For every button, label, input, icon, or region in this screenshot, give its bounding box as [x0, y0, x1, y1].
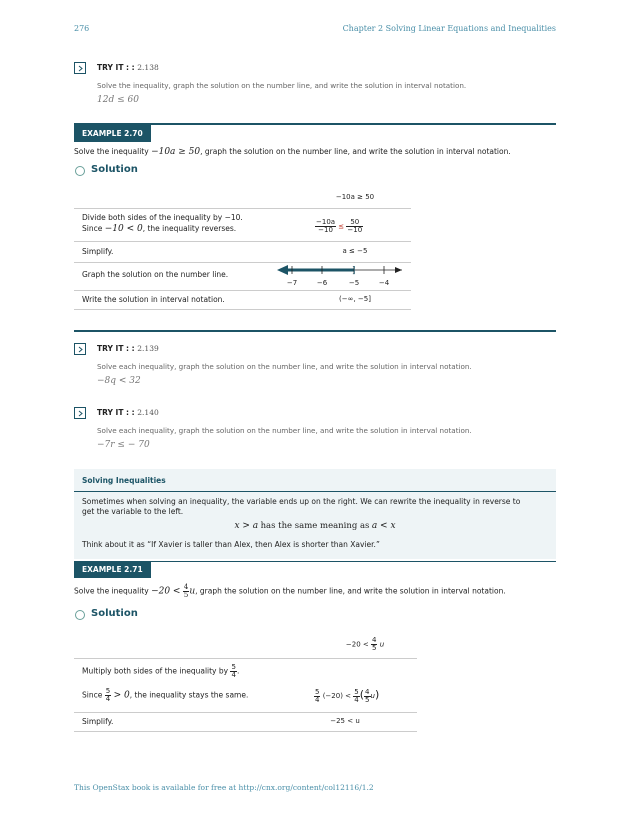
top-expression: −10a ≥ 50 [335, 193, 375, 201]
step-math: a ≤ −5 [342, 247, 368, 255]
step-text: Since −10 < 0, the inequality reverses. [82, 224, 237, 234]
note-box [74, 469, 556, 559]
divider [74, 330, 556, 332]
try-it-label: TRY IT : : [97, 408, 135, 417]
step-math: $\frac{5}{4}$ (−20) < $\frac{5}{4}$ ( $\frac{4}{5}$ u) [315, 687, 380, 704]
bracket: ] [352, 266, 356, 276]
tick-label: −6 [316, 279, 328, 287]
step-text: Write the solution in interval notation. [82, 295, 225, 304]
chevron-right-icon[interactable] [74, 407, 86, 419]
example-problem: Solve the inequality −20 < $\frac{4}{5}$ u, graph the solution on the number line, and write the solution in interval notation. [74, 583, 506, 599]
step-text: Multiply both sides of the inequality by $\frac{5}{4}$ . [82, 663, 240, 679]
chapter-title: Chapter 2 Solving Linear Equations and Inequalities [342, 24, 556, 33]
try-it-math: −8q < 32 [97, 376, 141, 386]
ray-arrow [277, 265, 288, 275]
tick-label: −5 [348, 279, 360, 287]
tick-label: −4 [378, 279, 390, 287]
tick-label: −7 [286, 279, 298, 287]
row-divider [74, 241, 411, 242]
try-it-instruction: Solve each inequality, graph the solution on the number line, and write the solution in interval notation. [97, 362, 472, 371]
chevron-right-icon[interactable] [74, 62, 86, 74]
try-it-label: TRY IT : : [97, 63, 135, 72]
problem-pre: Solve the inequality [74, 147, 149, 156]
row-divider [74, 290, 411, 291]
step-text: Graph the solution on the number line. [82, 270, 229, 279]
try-it-number: 2.140 [137, 408, 159, 417]
example-problem [74, 147, 511, 157]
note-text: Think about it as “If Xavier is taller than Alex, then Alex is shorter than Xavier.” [82, 540, 380, 549]
try-it-instruction: Solve the inequality, graph the solution on the number line, and write the solution in interval notation. [97, 81, 467, 90]
top-expression: −20 < $\frac{4}{5}$ u [345, 636, 385, 652]
step-math: (−∞, −5] [339, 295, 371, 303]
try-it-number: 2.138 [137, 63, 159, 72]
try-it-math: −7r ≤ − 70 [97, 440, 150, 450]
check-circle-icon [75, 166, 85, 176]
try-it-number: 2.139 [137, 344, 159, 353]
solution-heading: Solution [91, 164, 138, 175]
page-number: 276 [74, 24, 90, 33]
step-text: Simplify. [82, 717, 114, 726]
step-text: Simplify. [82, 247, 114, 256]
footer-text: This OpenStax book is available for free at http://cnx.org/content/col12116/1.2 [74, 783, 374, 792]
chevron-right-icon[interactable] [74, 343, 86, 355]
row-divider [74, 208, 411, 209]
row-divider [74, 658, 417, 659]
step-text: Divide both sides of the inequality by −10. [82, 213, 243, 222]
note-title: Solving Inequalities [82, 476, 166, 485]
note-text: Sometimes when solving an inequality, the variable ends up on the right. We can rewrite the inequality in reverse to [82, 497, 521, 506]
divider [74, 561, 556, 562]
example-label: EXAMPLE 2.70 [74, 125, 151, 142]
try-it-label: TRY IT : : [97, 344, 135, 353]
number-line [276, 262, 406, 288]
row-divider [74, 712, 417, 713]
example-label: EXAMPLE 2.71 [74, 561, 151, 578]
try-it-instruction: Solve each inequality, graph the solution on the number line, and write the solution in interval notation. [97, 426, 472, 435]
problem-math: −10a ≥ 50 [151, 147, 201, 157]
solution-heading: Solution [91, 608, 138, 619]
step-math: $\frac{-10a}{-10}$ ≤ $\frac{50}{-10}$ [316, 218, 363, 234]
note-math: x > a has the same meaning as a < x [234, 521, 396, 531]
row-divider [74, 309, 411, 310]
check-circle-icon [75, 610, 85, 620]
row-divider [74, 731, 417, 732]
step-text: Since $\frac{5}{4}$ > 0, the inequality stays the same. [82, 687, 249, 703]
note-text: get the variable to the left. [82, 507, 184, 516]
note-divider [74, 491, 556, 492]
step-math: −25 < u [330, 717, 360, 725]
problem-post: , graph the solution on the number line, and write the solution in interval notation. [200, 147, 511, 156]
try-it-math: 12d ≤ 60 [97, 95, 139, 105]
